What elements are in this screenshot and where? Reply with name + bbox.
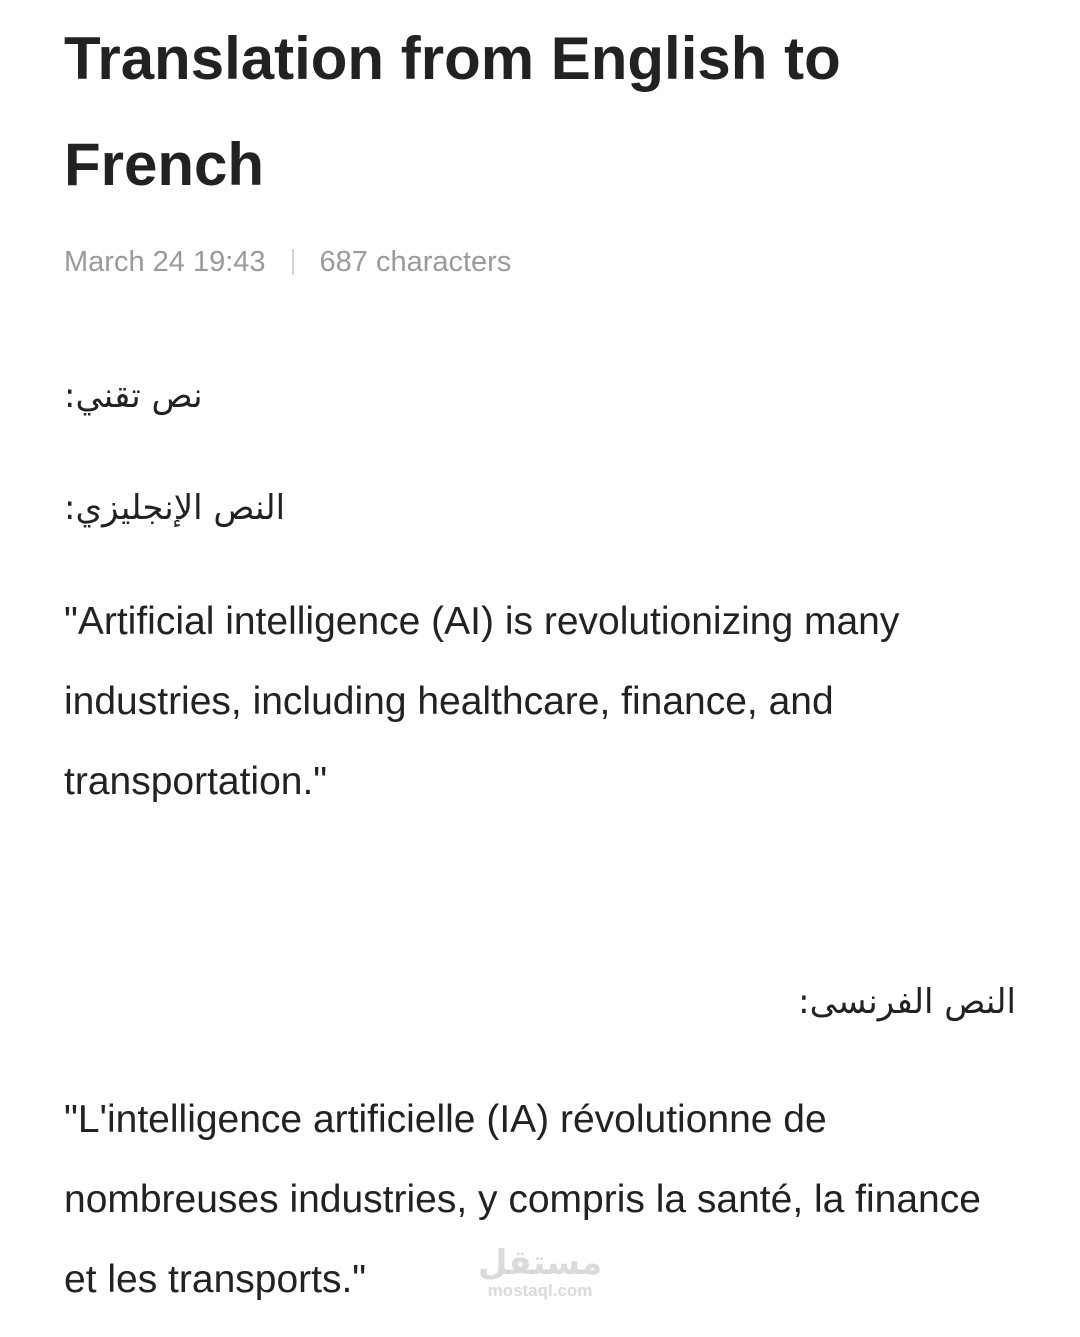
technical-text-label: نص تقني: xyxy=(64,376,203,416)
article-title: Translation from English to French xyxy=(64,25,841,198)
article-meta xyxy=(64,240,511,284)
watermark-logo: مستقل xyxy=(477,1243,603,1283)
article-date: March 24 19:43 xyxy=(64,245,266,278)
french-paragraph: "L'intelligence artificielle (IA) révolutionne de nombreuses industries, y compris la santé, la finance et les transports." xyxy=(64,1098,981,1301)
french-text-label: النص الفرنسى: xyxy=(798,982,1016,1022)
meta-divider xyxy=(292,249,294,275)
article-char-count: 687 characters xyxy=(319,245,512,278)
watermark-domain: mostaql.com xyxy=(487,1281,593,1300)
english-text-label: النص الإنجليزي: xyxy=(64,488,286,528)
english-paragraph: "Artificial intelligence (AI) is revolutionizing many industries, including healthcare, finance, and transportation." xyxy=(64,600,900,803)
